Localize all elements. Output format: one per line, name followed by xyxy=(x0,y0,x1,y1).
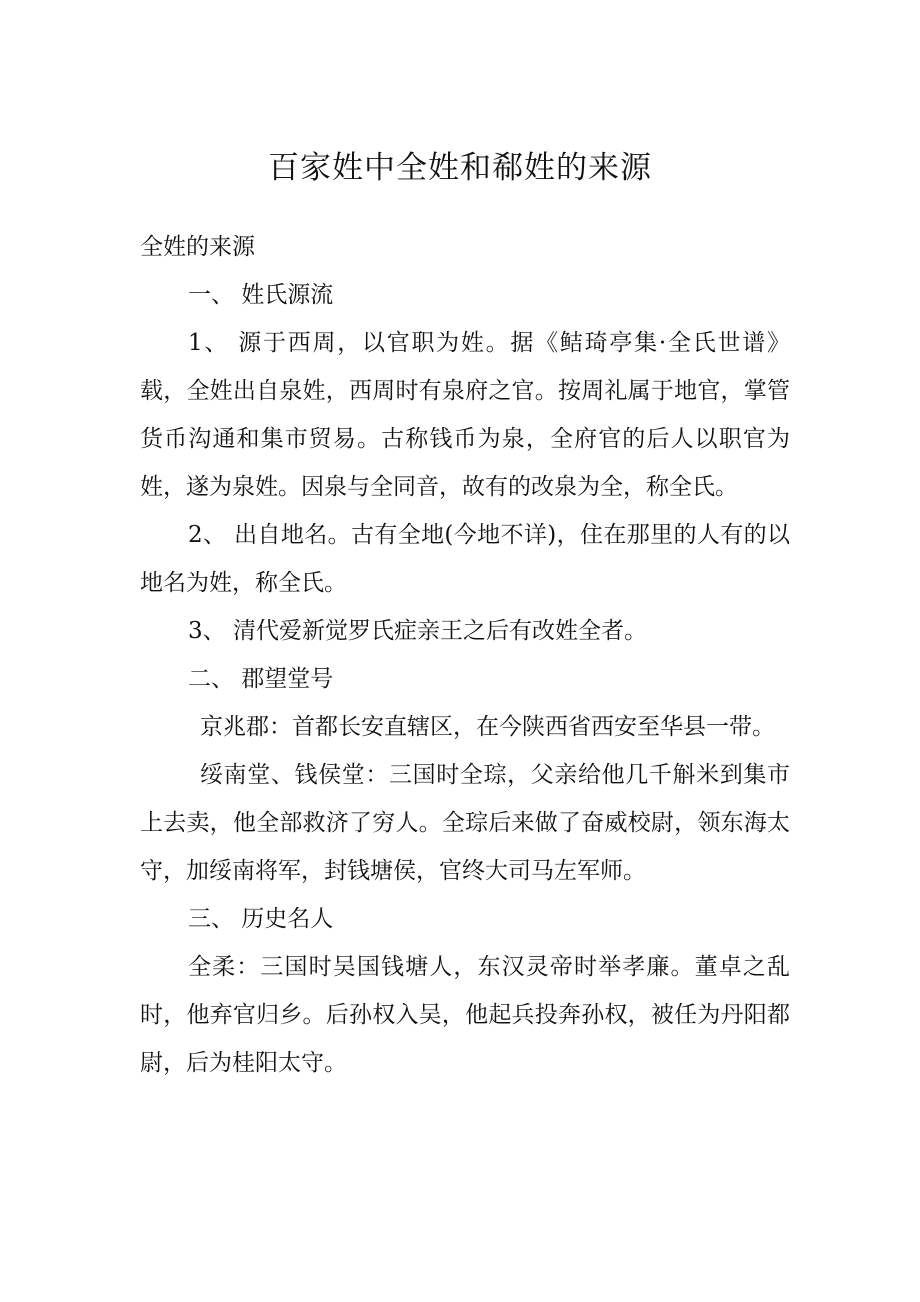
document-body xyxy=(140,223,790,1087)
document-title: 百家姓中全姓和郗姓的来源 xyxy=(268,150,652,186)
heading-surname-origin: 一、 姓氏源流 xyxy=(188,282,334,308)
paragraph-suinan-hall: 绥南堂、钱侯堂：三国时全琮，父亲给他几千斛米到集市上去卖，他全部救济了穷人。全琮后来做了奋威校尉，领东海太守，加绥南将军，封钱塘侯，官终大司马左军师。 xyxy=(140,762,790,884)
section-heading-quan-origin: 全姓的来源 xyxy=(140,234,255,260)
paragraph-origin-2: 2、 出自地名。古有全地(今地不详)，住在那里的人有的以地名为姓，称全氏。 xyxy=(140,522,790,596)
heading-historical-figures: 三、 历史名人 xyxy=(188,906,334,932)
heading-commandery-hall: 二、 郡望堂号 xyxy=(188,666,334,692)
paragraph-jingzhao: 京兆郡：首都长安直辖区，在今陕西省西安至华县一带。 xyxy=(200,714,775,740)
paragraph-origin-3: 3、 清代爱新觉罗氏症亲王之后有改姓全者。 xyxy=(188,618,647,644)
paragraph-origin-1: 1、 源于西周，以官职为姓。据《鲒琦亭集·全氏世谱》载，全姓出自泉姓，西周时有泉府之官。按周礼属于地官，掌管货币沟通和集市贸易。古称钱币为泉，全府官的后人以职官为姓，遂为泉姓。因泉与全同音，故有的改泉为全，称全氏。 xyxy=(140,330,790,500)
paragraph-quan-rou: 全柔：三国时吴国钱塘人，东汉灵帝时举孝廉。董卓之乱时，他弃官归乡。后孙权入吴，他起兵投奔孙权，被任为丹阳都尉，后为桂阳太守。 xyxy=(140,954,790,1076)
